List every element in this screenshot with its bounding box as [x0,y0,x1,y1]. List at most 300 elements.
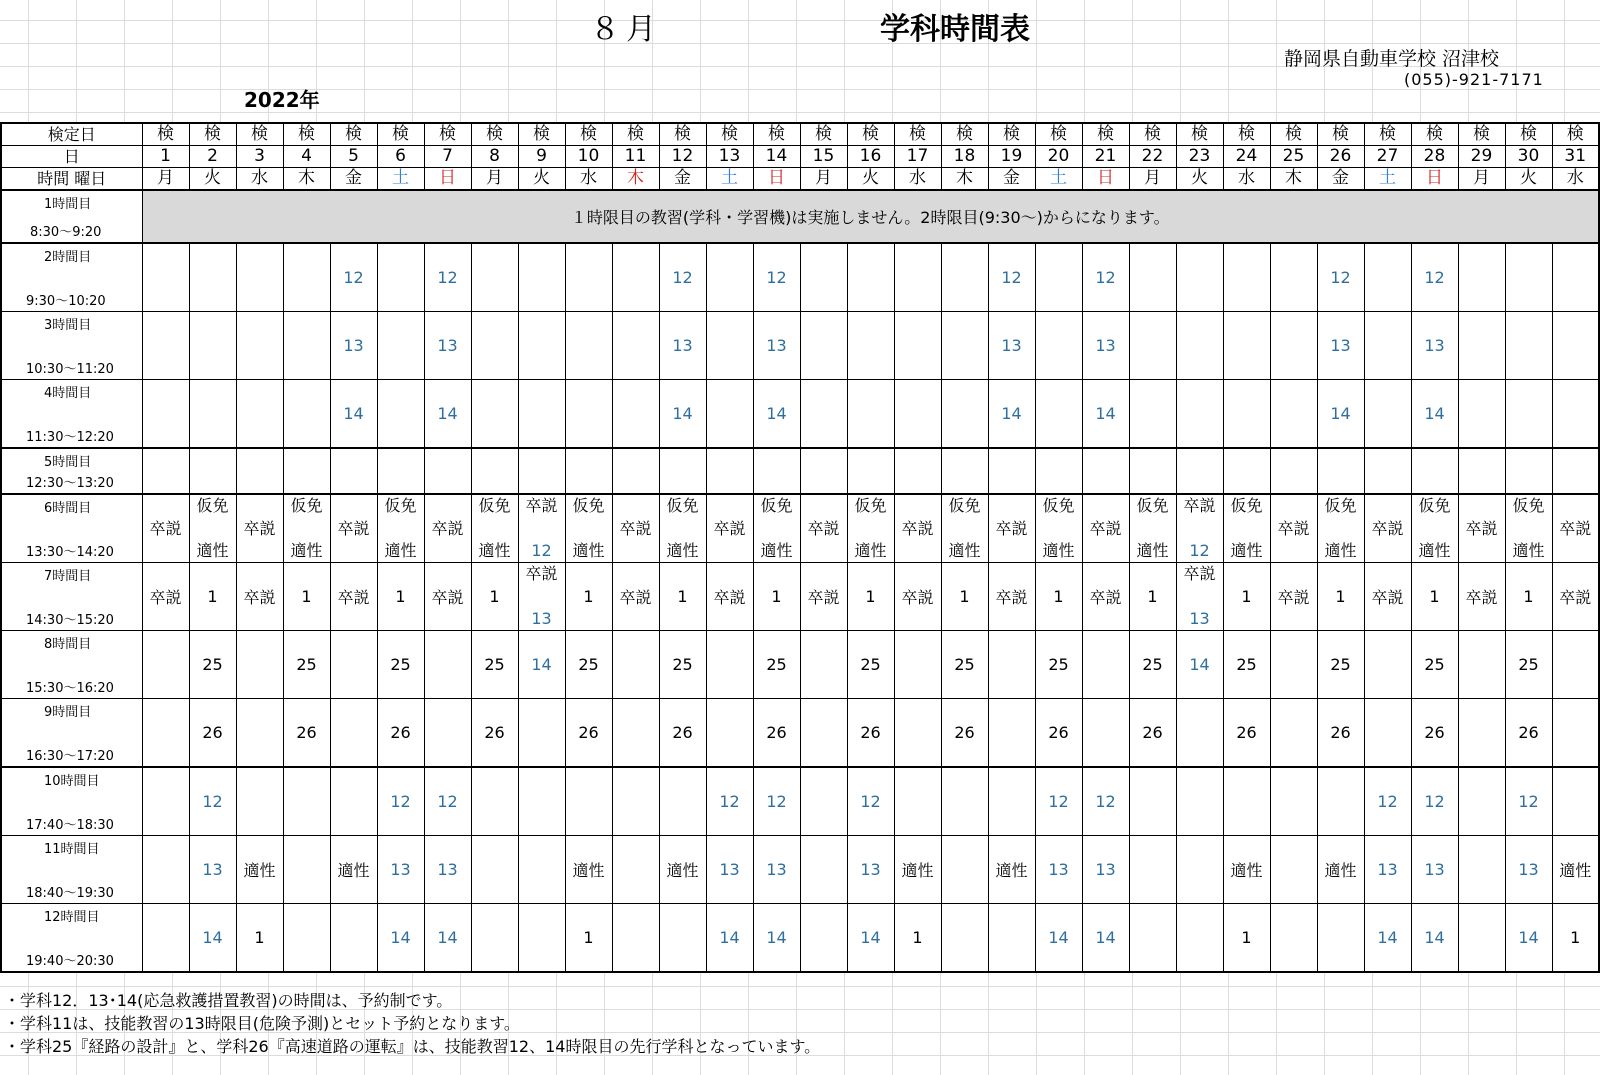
date-cell: 25 [1270,146,1317,168]
schedule-cell: 適性 [330,836,377,904]
weekday-cell: 水 [236,168,283,191]
schedule-cell: 26 [1505,699,1552,768]
weekday-cell: 水 [565,168,612,191]
cell-text: 適性 [948,541,981,560]
schedule-cell [612,699,659,768]
schedule-cell [988,767,1035,836]
schedule-cell [565,380,612,449]
period-time: 19:40～20:30 [26,954,114,969]
schedule-cell: 卒説 [424,563,471,631]
schedule-cell [1035,243,1082,312]
schedule-cell: 14 [847,904,894,973]
schedule-cell [1552,494,1599,563]
schedule-cell [988,904,1035,973]
cell-stack [331,495,377,562]
weekday-cell: 月 [800,168,847,191]
schedule-cell [377,243,424,312]
schedule-cell: 12 [424,767,471,836]
schedule-cell [941,380,988,449]
schedule-cell [753,494,800,563]
cell-text: 適性 [760,541,793,560]
schedule-cell [706,494,753,563]
period-time: 15:30～16:20 [26,681,114,696]
weekday-cell: 土 [1035,168,1082,191]
inspection-mark: 検 [330,123,377,146]
schedule-cell [1270,767,1317,836]
schedule-cell [800,448,847,494]
schedule-cell: 1 [753,563,800,631]
schedule-cell [1176,904,1223,973]
schedule-cell [1458,312,1505,380]
inspection-mark: 検 [471,123,518,146]
schedule-cell: 26 [1129,699,1176,768]
schedule-cell [659,767,706,836]
schedule-cell: 1 [1411,563,1458,631]
schedule-cell [471,448,518,494]
schedule-cell: 14 [1082,380,1129,449]
cell-text: 仮免 [948,496,981,515]
schedule-cell [988,631,1035,699]
school-name: 静岡県自動車学校 沼津校 [1284,48,1500,70]
schedule-cell [941,904,988,973]
schedule-cell [1270,380,1317,449]
schedule-cell [471,380,518,449]
schedule-cell [1411,494,1458,563]
schedule-cell [847,312,894,380]
schedule-cell [612,904,659,973]
schedule-cell [894,767,941,836]
schedule-cell: 14 [1176,631,1223,699]
period-row [1,190,1599,243]
date-cell: 14 [753,146,800,168]
schedule-cell: 25 [283,631,330,699]
date-cell: 30 [1505,146,1552,168]
schedule-cell [706,699,753,768]
schedule-cell [518,243,565,312]
period-name: 4時間目 [44,386,92,401]
cell-stack [1553,495,1599,562]
inspection-mark: 検 [1411,123,1458,146]
schedule-cell [236,312,283,380]
schedule-cell: 12 [1035,767,1082,836]
cell-text: 適性 [1418,541,1451,560]
cell-text: 卒説 [713,518,746,538]
timetable [0,122,1600,973]
schedule-cell [142,494,189,563]
schedule-cell [1552,767,1599,836]
weekday-cell: 土 [377,168,424,191]
schedule-cell [1129,448,1176,494]
inspection-mark: 検 [1270,123,1317,146]
schedule-cell: 13 [753,312,800,380]
schedule-cell [283,380,330,449]
period-name: 11時間目 [44,842,100,857]
inspection-mark: 検 [1223,123,1270,146]
schedule-cell [847,448,894,494]
schedule-cell [1317,904,1364,973]
schedule-cell [1129,494,1176,563]
period-name: 2時間目 [44,250,92,265]
inspection-mark: 検 [1129,123,1176,146]
schedule-cell: 14 [1364,904,1411,973]
period-label [1,494,142,563]
cell-text: 12 [531,541,552,560]
cell-stack [1318,495,1364,562]
schedule-cell: 13 [706,836,753,904]
schedule-cell [1223,312,1270,380]
cell-text: 適性 [1512,541,1545,560]
inspection-mark: 検 [1317,123,1364,146]
schedule-cell [847,494,894,563]
cell-stack [707,495,753,562]
schedule-cell: 卒説 [1458,563,1505,631]
cell-text: 卒説 [525,496,558,515]
date-cell: 11 [612,146,659,168]
footnote-line: ・学科11は、技能教習の13時限目(危険予測)とセット予約となります。 [4,1014,520,1033]
period-row [1,494,1599,563]
weekday-cell: 日 [424,168,471,191]
schedule-cell [142,380,189,449]
schedule-cell [1505,494,1552,563]
date-cell: 3 [236,146,283,168]
schedule-cell [1129,312,1176,380]
schedule-cell: 12 [1364,767,1411,836]
schedule-cell: 適性 [894,836,941,904]
schedule-cell: 卒説 [1364,563,1411,631]
cell-stack [895,495,941,562]
schedule-cell: 13 [1082,836,1129,904]
schedule-cell: 1 [659,563,706,631]
schedule-cell: 13 [1411,836,1458,904]
schedule-cell [330,904,377,973]
schedule-cell [659,904,706,973]
schedule-cell [941,448,988,494]
schedule-cell [1458,904,1505,973]
weekday-cell: 日 [1411,168,1458,191]
schedule-cell [565,448,612,494]
schedule-cell [1082,448,1129,494]
weekday-cell: 日 [1082,168,1129,191]
schedule-cell [236,631,283,699]
schedule-cell [1270,243,1317,312]
page-title: 学科時間表 [880,12,1030,47]
schedule-cell: 1 [894,904,941,973]
cell-text: 仮免 [1230,496,1263,515]
cell-text: 適性 [666,541,699,560]
weekday-cell: 木 [283,168,330,191]
cell-text: 仮免 [572,496,605,515]
date-cell: 15 [800,146,847,168]
inspection-mark: 検 [1035,123,1082,146]
schedule-cell [330,494,377,563]
cell-text: 仮免 [196,496,229,515]
cell-text: 適性 [1230,541,1263,560]
schedule-cell: 13 [377,836,424,904]
period-time: 9:30～10:20 [26,294,106,309]
schedule-cell: 26 [1223,699,1270,768]
schedule-cell [894,243,941,312]
schedule-cell: 13 [1035,836,1082,904]
schedule-cell: 25 [471,631,518,699]
period-label [1,631,142,699]
schedule-cell [1458,767,1505,836]
schedule-cell [988,494,1035,563]
weekday-cell: 月 [471,168,518,191]
period-label [1,312,142,380]
schedule-cell: 1 [377,563,424,631]
schedule-cell: 14 [753,380,800,449]
cell-stack [848,495,894,562]
header-row-date [1,146,1599,168]
weekday-cell: 火 [518,168,565,191]
schedule-cell [283,767,330,836]
schedule-cell [189,312,236,380]
schedule-cell: 1 [1223,563,1270,631]
inspection-mark: 検 [1176,123,1223,146]
schedule-cell [565,243,612,312]
schedule-cell [518,380,565,449]
schedule-cell [142,448,189,494]
weekday-cell: 土 [706,168,753,191]
schedule-cell [1552,448,1599,494]
schedule-cell [565,312,612,380]
schedule-cell: 25 [753,631,800,699]
cell-stack [1083,495,1129,562]
schedule-cell: 13 [330,312,377,380]
period-label [1,243,142,312]
schedule-cell [1505,243,1552,312]
schedule-cell [1458,494,1505,563]
date-cell: 17 [894,146,941,168]
schedule-cell: 25 [847,631,894,699]
period-name: 5時間目 [44,455,92,470]
schedule-cell [1223,380,1270,449]
cell-stack [566,495,612,562]
schedule-cell: 25 [1129,631,1176,699]
schedule-cell: 12 [753,767,800,836]
date-cell: 16 [847,146,894,168]
date-cell: 8 [471,146,518,168]
weekday-cell: 水 [894,168,941,191]
schedule-cell [377,448,424,494]
schedule-cell: 14 [330,380,377,449]
schedule-cell [1129,904,1176,973]
header-row-inspection [1,123,1599,146]
cell-stack [378,495,424,562]
schedule-cell: 14 [988,380,1035,449]
cell-stack [754,495,800,562]
cell-text: 適性 [1136,541,1169,560]
schedule-cell [1505,448,1552,494]
period-name: 9時間目 [44,705,92,720]
schedule-cell [1176,448,1223,494]
cell-stack [1271,495,1317,562]
schedule-cell: 12 [706,767,753,836]
schedule-cell [1176,699,1223,768]
inspection-mark: 検 [424,123,471,146]
schedule-cell: 1 [283,563,330,631]
schedule-cell [800,631,847,699]
schedule-cell: 適性 [1552,836,1599,904]
cell-text: 仮免 [1042,496,1075,515]
date-cell: 5 [330,146,377,168]
cell-text: 仮免 [666,496,699,515]
schedule-cell [142,836,189,904]
cell-text: 卒説 [807,518,840,538]
cell-text: 卒説 [525,564,558,583]
date-cell: 24 [1223,146,1270,168]
schedule-cell [1176,312,1223,380]
cell-text: 適性 [572,541,605,560]
schedule-cell [1364,312,1411,380]
schedule-cell: 1 [565,563,612,631]
weekday-cell: 金 [988,168,1035,191]
cell-text: 仮免 [384,496,417,515]
period-name: 7時間目 [44,569,92,584]
weekday-cell: 火 [1505,168,1552,191]
schedule-cell [1270,494,1317,563]
schedule-cell [189,448,236,494]
schedule-cell [1505,380,1552,449]
schedule-cell [1176,836,1223,904]
schedule-cell [612,312,659,380]
schedule-cell [377,494,424,563]
schedule-cell [800,836,847,904]
period-name: 12時間目 [44,910,100,925]
month-title: ８月 [590,12,662,47]
inspection-mark: 検 [847,123,894,146]
schedule-cell [189,380,236,449]
schedule-cell [1176,380,1223,449]
date-cell: 1 [142,146,189,168]
schedule-cell [1317,767,1364,836]
cell-text: 13 [531,609,552,628]
cell-text: 卒説 [431,518,464,538]
schedule-cell [189,243,236,312]
period-time: 17:40～18:30 [26,818,114,833]
date-cell: 28 [1411,146,1458,168]
inspection-mark: 検 [659,123,706,146]
period-row [1,836,1599,904]
schedule-cell: 26 [377,699,424,768]
schedule-cell [1317,448,1364,494]
schedule-cell: 25 [565,631,612,699]
cell-text: 仮免 [854,496,887,515]
inspection-mark: 検 [1458,123,1505,146]
schedule-cell: 25 [189,631,236,699]
schedule-cell: 卒説 [1082,563,1129,631]
schedule-cell: 1 [1505,563,1552,631]
schedule-cell [1176,767,1223,836]
schedule-cell: 1 [236,904,283,973]
schedule-cell: 卒説 [1270,563,1317,631]
schedule-cell [1364,380,1411,449]
schedule-cell [612,380,659,449]
period-label [1,380,142,449]
weekday-cell: 水 [1552,168,1599,191]
schedule-cell [1270,904,1317,973]
period-name: 3時間目 [44,318,92,333]
schedule-cell [189,494,236,563]
period-row [1,448,1599,494]
schedule-cell [236,767,283,836]
date-cell: 6 [377,146,424,168]
date-cell: 23 [1176,146,1223,168]
schedule-cell [142,904,189,973]
schedule-cell: 13 [988,312,1035,380]
schedule-cell: 卒説 [706,563,753,631]
date-cell: 31 [1552,146,1599,168]
cell-text: 適性 [1324,541,1357,560]
inspection-mark: 検 [800,123,847,146]
inspection-mark: 検 [706,123,753,146]
weekday-cell: 月 [1129,168,1176,191]
cell-text: 適性 [854,541,887,560]
schedule-cell [894,494,941,563]
cell-stack [613,495,659,562]
schedule-cell [988,699,1035,768]
period-time: 14:30～15:20 [26,613,114,628]
schedule-cell: 14 [424,380,471,449]
schedule-cell [1552,312,1599,380]
period-time: 10:30～11:20 [26,362,114,377]
inspection-mark: 検 [189,123,236,146]
schedule-cell [518,767,565,836]
period-row [1,767,1599,836]
schedule-cell: 1 [1223,904,1270,973]
schedule-cell [941,494,988,563]
schedule-cell [800,494,847,563]
cell-stack [237,495,283,562]
schedule-cell [612,243,659,312]
cell-text: 卒説 [1277,518,1310,538]
date-cell: 12 [659,146,706,168]
cell-stack [519,563,565,630]
schedule-cell [518,904,565,973]
weekday-cell: 月 [142,168,189,191]
schedule-cell [518,563,565,631]
period-row [1,631,1599,699]
schedule-cell [612,494,659,563]
schedule-cell: 12 [1082,243,1129,312]
inspection-mark: 検 [988,123,1035,146]
cell-text: 仮免 [478,496,511,515]
schedule-cell: 卒説 [330,563,377,631]
schedule-cell: 14 [424,904,471,973]
period-row [1,380,1599,449]
schedule-cell [1129,767,1176,836]
schedule-cell [518,836,565,904]
schedule-cell [1317,494,1364,563]
schedule-cell [941,767,988,836]
schedule-cell [518,448,565,494]
schedule-cell [1223,243,1270,312]
cell-text: 仮免 [1418,496,1451,515]
schedule-cell [1411,448,1458,494]
schedule-cell: 25 [1411,631,1458,699]
schedule-cell: 14 [1411,904,1458,973]
date-cell: 10 [565,146,612,168]
cell-text: 卒説 [1465,518,1498,538]
inspection-mark: 検 [377,123,424,146]
schedule-cell [142,312,189,380]
schedule-cell: 13 [1082,312,1129,380]
schedule-cell [894,380,941,449]
weekday-cell: 月 [1458,168,1505,191]
schedule-cell: 1 [565,904,612,973]
schedule-cell [424,494,471,563]
weekday-cell: 木 [612,168,659,191]
